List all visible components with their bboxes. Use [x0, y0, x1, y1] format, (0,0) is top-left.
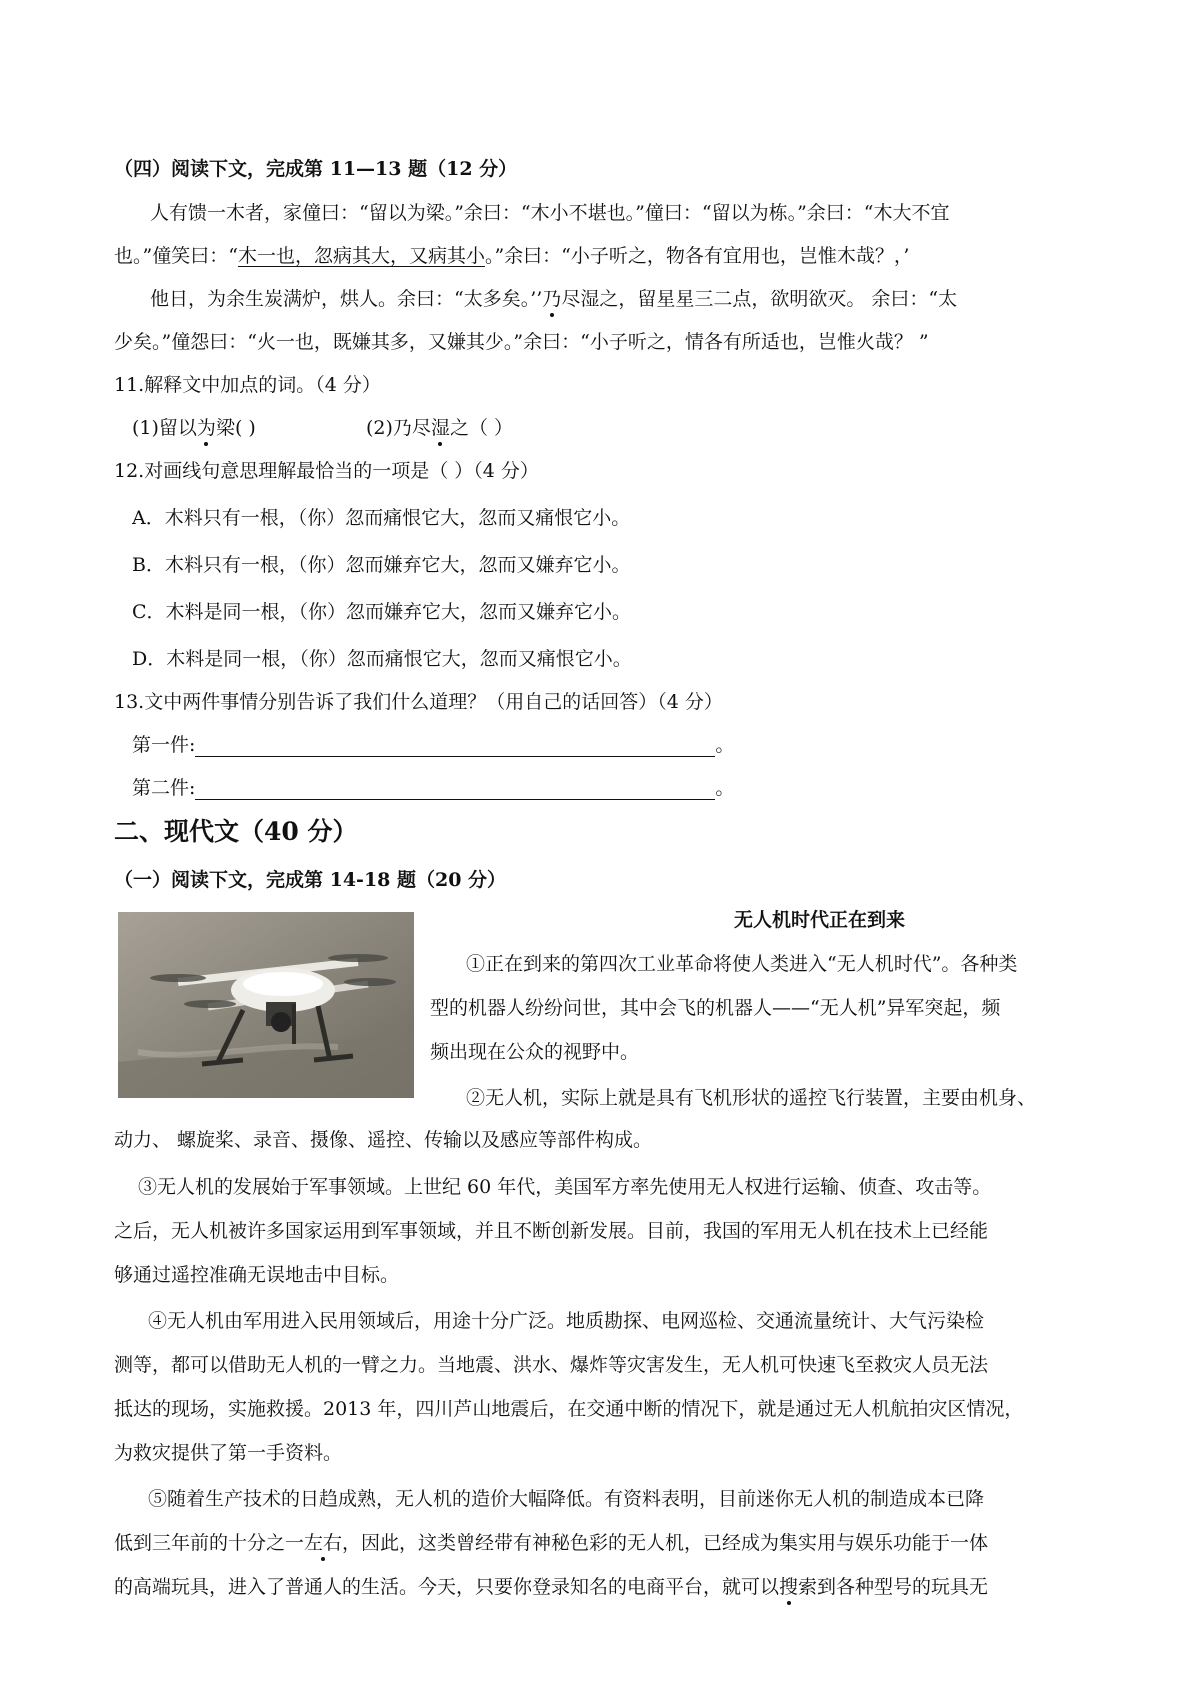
text-fragment: 他日，为余生炭满炉，烘人。余曰：“太多矣。’’	[150, 288, 543, 310]
text-fragment: 尽湿之，留星星三二点，欲明欲灭。 余曰：“太	[561, 288, 958, 310]
question-11: 11.解释文中加点的词。（4 分）	[114, 374, 381, 396]
question-11-blank-1	[132, 416, 256, 440]
section4-heading: （四）阅读下文，完成第 11—13 题（12 分）	[114, 158, 518, 180]
answer-blank[interactable]	[195, 779, 715, 800]
article-line: 动力、 螺旋桨、录音、摄像、遥控、传输以及感应等部件构成。	[114, 1129, 653, 1151]
text-fragment: 之（ ）	[449, 417, 513, 439]
option-a: A．木料只有一根，（你）忽而痛恨它大，忽而又痛恨它小。	[132, 507, 631, 529]
period: 。	[715, 734, 735, 756]
period: 。	[715, 777, 735, 799]
dotted-word: 搜	[779, 1576, 799, 1598]
article-line: 型的机器人纷纷问世，其中会飞的机器人——“无人机”异军突起，频	[430, 997, 1001, 1019]
article-line: 够通过遥控准确无误地击中目标。	[114, 1264, 400, 1286]
article-line	[114, 1531, 988, 1555]
dotted-word: 左右	[304, 1532, 343, 1554]
article-line	[114, 1575, 988, 1599]
article-line: ③无人机的发展始于军事领域。上世纪 60 年代，美国军方率先使用无人权进行运输、侦查、攻击等。	[138, 1176, 992, 1198]
article-line: 之后，无人机被许多国家运用到军事领域，并且不断创新发展。目前，我国的军用无人机在技术上已经能	[114, 1220, 989, 1242]
option-b: B．木料只有一根，（你）忽而嫌弃它大，忽而又嫌弃它小。	[132, 554, 631, 576]
underlined-sentence: 木一也，忽病其大，又病其小	[237, 245, 485, 267]
dotted-word: 湿	[430, 417, 450, 439]
question-12: 12.对画线句意思理解最恰当的一项是（ ）（4 分）	[114, 460, 539, 482]
article-line: ④无人机由军用进入民用领域后，用途十分广泛。地质勘探、电网巡检、交通流量统计、大气污染检	[148, 1310, 985, 1332]
text-fragment: 。”余曰：“小子听之，物各有宜用也，岂惟木哉？，’	[484, 245, 910, 267]
text-fragment: ，因此，这类曾经带有神秘色彩的无人机，已经成为集实用与娱乐功能于一体	[342, 1532, 989, 1554]
text-fragment: 梁( )	[215, 417, 256, 439]
article-line: 抵达的现场，实施救援。2013 年，四川芦山地震后，在交通中断的情况下，就是通过无人机航拍灾区情况，	[114, 1398, 1024, 1420]
passage-line	[150, 287, 957, 311]
answer-blank[interactable]	[195, 736, 715, 757]
part2-subheading: （一）阅读下文，完成第 14-18 题（20 分）	[114, 869, 507, 891]
article-line: ①正在到来的第四次工业革命将使人类进入“无人机时代”。各种类	[466, 953, 1018, 975]
dotted-word: 乃	[542, 288, 562, 310]
text-fragment: (1)留以	[132, 417, 197, 439]
drone-illustration	[118, 912, 414, 1098]
article-line: 为救灾提供了第一手资料。	[114, 1442, 343, 1464]
answer-line-second	[132, 776, 734, 800]
article-title: 无人机时代正在到来	[734, 909, 906, 931]
drone-photo	[118, 912, 414, 1098]
article-line: 测等，都可以借助无人机的一臂之力。当地震、洪水、爆炸等灾害发生，无人机可快速飞至救灾人员无法	[114, 1354, 989, 1376]
text-fragment: 索到各种型号的玩具无	[798, 1576, 989, 1598]
dotted-word: 为	[196, 417, 216, 439]
question-13: 13.文中两件事情分别告诉了我们什么道理？（用自己的话回答）（4 分）	[114, 691, 723, 713]
option-c: C．木料是同一根，（你）忽而嫌弃它大，忽而又嫌弃它小。	[132, 601, 632, 623]
article-line: 频出现在公众的视野中。	[430, 1041, 640, 1063]
passage-line	[114, 244, 909, 268]
option-d: D．木料是同一根，（你）忽而痛恨它大，忽而又痛恨它小。	[132, 648, 632, 670]
passage-line: 人有馈一木者，家僮曰：“留以为梁。”余曰：“木小不堪也。”僮曰：“留以为栋。”余曰：“木大不宜	[150, 202, 950, 224]
text-fragment: (2)乃尽	[366, 417, 431, 439]
text-fragment: 也。”僮笑曰：“	[114, 245, 238, 267]
question-11-blank-2	[366, 416, 513, 440]
article-line: ②无人机，实际上就是具有飞机形状的遥控飞行装置，主要由机身、	[466, 1087, 1037, 1109]
part2-heading: 二、现代文（40 分）	[114, 817, 358, 846]
text-fragment: 低到三年前的十分之一	[114, 1532, 305, 1554]
article-line: ⑤随着生产技术的日趋成熟，无人机的造价大幅降低。有资料表明，目前迷你无人机的制造成本已降	[148, 1488, 985, 1510]
answer-line-first	[132, 733, 734, 757]
answer-label: 第一件:	[132, 734, 196, 756]
answer-label: 第二件:	[132, 777, 196, 799]
passage-line: 少矣。”僮怨曰：“火一也，既嫌其多，又嫌其少。”余曰：“小子听之，情各有所适也，岂惟火哉？ ”	[114, 331, 929, 353]
text-fragment: 的高端玩具，进入了普通人的生活。今天，只要你登录知名的电商平台，就可以	[114, 1576, 780, 1598]
